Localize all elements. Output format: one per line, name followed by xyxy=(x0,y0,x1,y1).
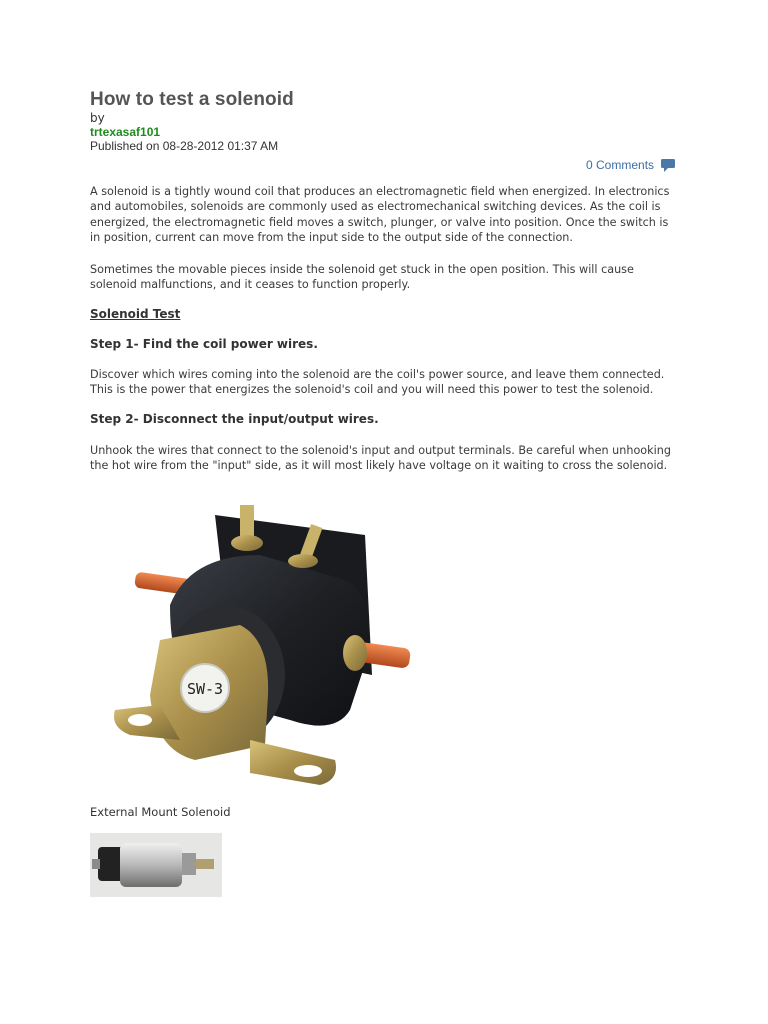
section-heading: Solenoid Test xyxy=(90,307,181,321)
external-solenoid-photo xyxy=(90,833,222,897)
photo-label: SW-3 xyxy=(186,680,224,698)
step2-body: Unhook the wires that connect to the solenoid's input and output terminals. Be careful when unhooking the hot wire from the "input" side, as it will most likely have voltage on it waiting to cross the solenoid. xyxy=(90,444,671,473)
intro-paragraph: A solenoid is a tightly wound coil that produces an electromagnetic field when energized. In electronics and automobiles, solenoids are commonly used as electromechanical switching devices. As the coil is energized, the electromagnetic field moves a switch, plunger, or valve into position. Once the switch is in position, current can move from the input side to the output side of the connection. xyxy=(90,185,670,244)
author-link[interactable]: trtexasaf101 xyxy=(90,125,161,139)
published-date: Published on 08-28-2012 01:37 AM xyxy=(90,139,279,153)
byline-label: by xyxy=(90,111,105,125)
comments-link[interactable] xyxy=(586,157,676,173)
photo-caption: External Mount Solenoid xyxy=(90,805,231,819)
step1-body: Discover which wires coming into the solenoid are the coil's power source, and leave them connected. This is the power that energizes the solenoid's coil and you will need this power to test the solenoid. xyxy=(90,368,665,397)
step2-heading: Step 2- Disconnect the input/output wires. xyxy=(90,412,379,426)
comments-count: 0 Comments xyxy=(586,158,655,172)
article-title: How to test a solenoid xyxy=(90,89,294,110)
step1-heading: Step 1- Find the coil power wires. xyxy=(90,337,318,351)
speech-bubble-icon xyxy=(660,157,676,173)
solenoid-photo xyxy=(100,495,420,795)
problem-paragraph: Sometimes the movable pieces inside the solenoid get stuck in the open position. This will cause solenoid malfunctions, and it ceases to function properly. xyxy=(90,263,634,292)
